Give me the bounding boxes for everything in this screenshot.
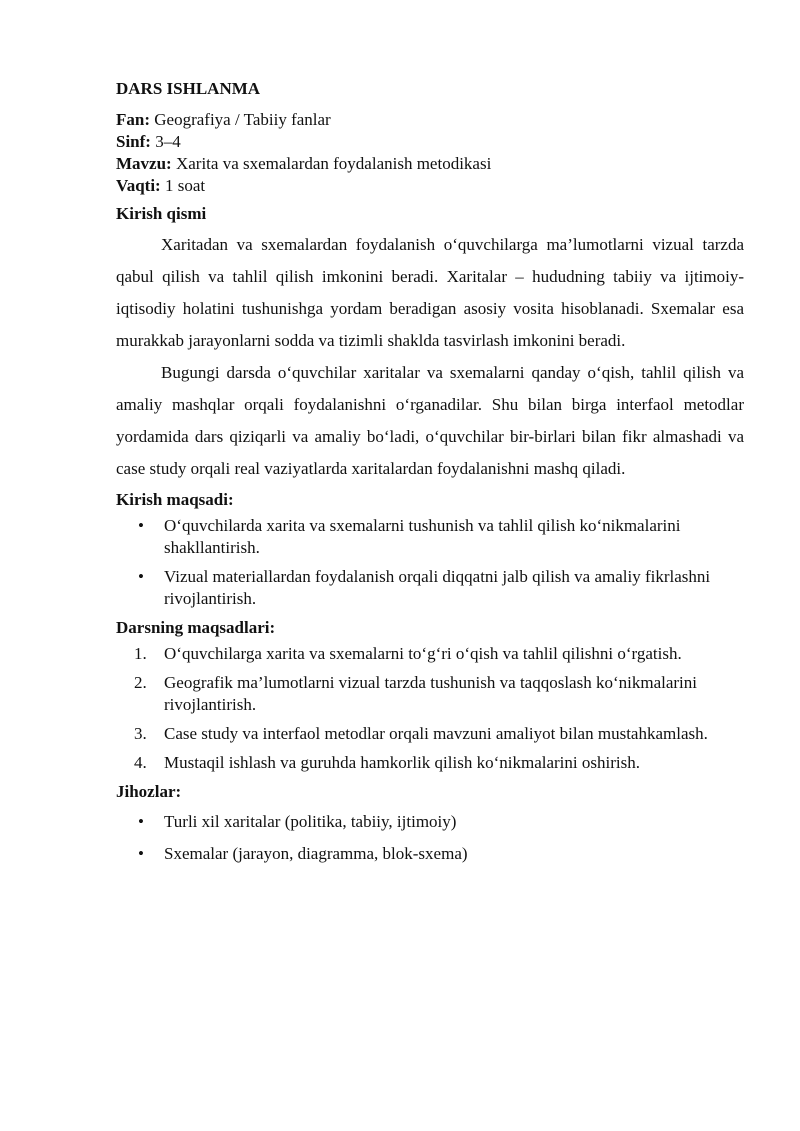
- intro-goal-heading: Kirish maqsadi:: [116, 490, 234, 509]
- list-item: 3. Case study va interfaol metodlar orqali mavzuni amaliyot bilan mustahkamlash.: [134, 724, 708, 743]
- lesson-goals-list: [116, 643, 744, 774]
- list-item: • Vizual materiallardan foydalanish orqali diqqatni jalb qilish va amaliy fikrlashni rivojlantirish.: [138, 567, 711, 608]
- number-marker: 1.: [134, 644, 147, 663]
- bullet-marker: •: [138, 516, 144, 535]
- list-item: • O‘quvchilarda xarita va sxemalarni tushunish va tahlil qilish ko‘nikmalarini shakllantirish.: [138, 516, 681, 557]
- bullet-marker: •: [138, 567, 144, 586]
- equipment-heading: Jihozlar:: [116, 782, 182, 801]
- bullet-marker: •: [138, 812, 144, 831]
- intro-paragraph-1: Xaritadan va sxemalardan foydalanish o‘quvchilarga ma’lumotlarni vizual tarzda qabul qilish va tahlil qilish imkonini beradi. Xaritalar – hududning tabiiy va ijtimoiy-iqtisodiy holatini tushunishga yordam beradigan asosiy vosita hisoblanadi. Sxemalar esa murakkab jarayonlarni sodda va tizimli shaklda tasvirlash imkonini beradi.: [116, 235, 744, 350]
- document-page: [116, 78, 744, 872]
- list-item: • Sxemalar (jarayon, diagramma, blok-sxema): [138, 844, 468, 863]
- list-item: 4. Mustaqil ishlash va guruhda hamkorlik qilish ko‘nikmalarini oshirish.: [134, 753, 640, 772]
- intro-paragraph-2: Bugungi darsda o‘quvchilar xaritalar va sxemalarni qanday o‘qish, tahlil qilish va amaliy mashqlar orqali foydalanishni o‘rganadilar. Shu bilan birga interfaol metodlar yordamida dars qiziqarli va amaliy bo‘ladi, o‘quvchilar bir-birlari bilan fikr almashadi va case study orqali real vaziyatlarda xaritalardan foydalanishni mashq qiladi.: [116, 363, 744, 478]
- lesson-goals-heading: Darsning maqsadlari:: [116, 618, 276, 637]
- list-item: 1. O‘quvchilarga xarita va sxemalarni to‘g‘ri o‘qish va tahlil qilishni o‘rgatish.: [134, 644, 682, 663]
- intro-goal-list: [116, 515, 744, 610]
- equipment-list: [116, 811, 744, 865]
- list-item: • Turli xil xaritalar (politika, tabiiy, ijtimoiy): [138, 812, 457, 831]
- meta-block: [116, 109, 744, 197]
- bullet-marker: •: [138, 844, 144, 863]
- intro-heading: Kirish qismi: [116, 204, 207, 223]
- number-marker: 4.: [134, 753, 147, 772]
- meta-grade: Sinf: 3–4: [116, 132, 181, 151]
- number-marker: 3.: [134, 724, 147, 743]
- meta-duration: Vaqti: 1 soat: [116, 176, 206, 195]
- meta-topic: Mavzu: Xarita va sxemalardan foydalanish metodikasi: [116, 154, 492, 173]
- document-title: DARS ISHLANMA: [116, 79, 261, 98]
- list-item: 2. Geografik ma’lumotlarni vizual tarzda tushunish va taqqoslash ko‘nikmalarini rivojlantirish.: [134, 673, 697, 714]
- meta-subject: Fan: Geografiya / Tabiiy fanlar: [116, 110, 331, 129]
- number-marker: 2.: [134, 673, 147, 692]
